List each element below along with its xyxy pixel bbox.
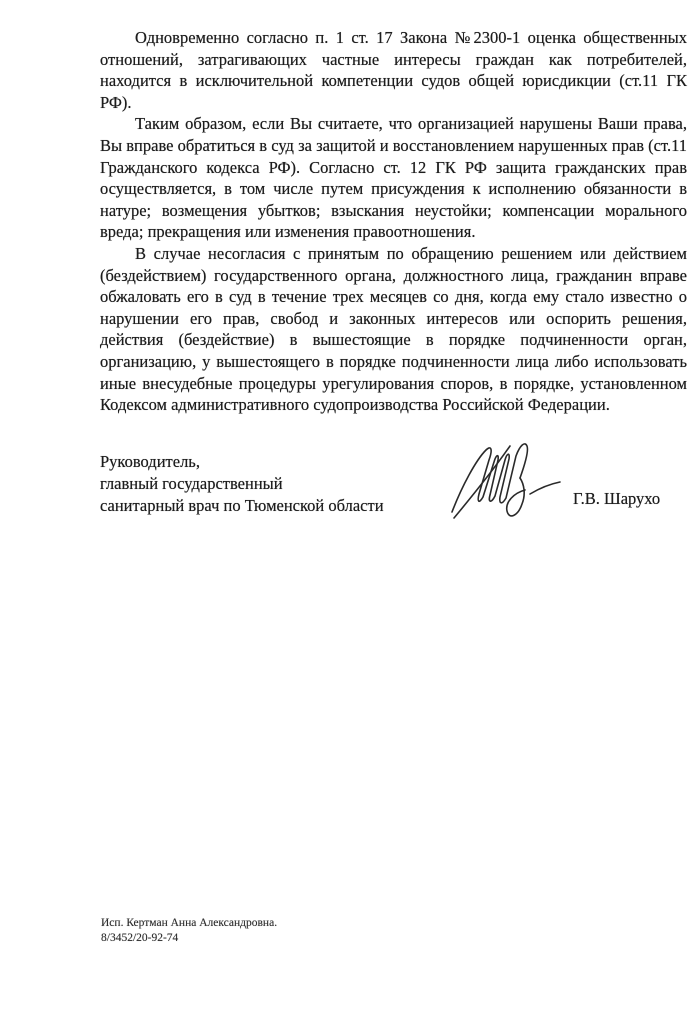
signatory-position-line-3: санитарный врач по Тюменской области bbox=[100, 496, 384, 515]
signatory-name: Г.В. Шарухо bbox=[573, 489, 661, 508]
letter-body bbox=[100, 27, 687, 416]
paragraph-2: Таким образом, если Вы считаете, что организацией нарушены Ваши права, Вы вправе обратиться в суд за защитой и восстановлением нарушенных прав (ст.11 Гражданского кодекса РФ). Согласно ст. 12 ГК РФ защита гражданских прав осуществляется, в том числе путем присуждения к исполнению обязанности в натуре; возмещения убытков; взыскания неустойки; компенсации морального вреда; прекращения или изменения правоотношения. bbox=[100, 114, 687, 242]
signatory-position-line-1: Руководитель, bbox=[100, 452, 200, 471]
signatory-position bbox=[100, 451, 384, 517]
paragraph-3: В случае несогласия с принятым по обращению решением или действием (бездействием) государственного органа, должностного лица, гражданин вправе обжаловать его в суд в течение трех месяцев со дня, когда ему стало известно о нарушении его прав, свобод и законных интересов или оспорить решения, действия (бездействие) в вышестоящие в порядке подчиненности орган, организацию, у вышестоящего в порядке подчиненности лица либо использовать иные внесудебные процедуры урегулирования споров, в порядке, установленном Кодексом административного судопроизводства Российской Федерации. bbox=[100, 243, 687, 415]
executor-name: Исп. Кертман Анна Александровна. bbox=[101, 917, 278, 929]
handwritten-signature-icon bbox=[448, 440, 568, 528]
signatory-position-line-2: главный государственный bbox=[100, 474, 283, 493]
executor-footer bbox=[101, 916, 277, 946]
paragraph-1: Одновременно согласно п. 1 ст. 17 Закона №2300-1 оценка общественных отношений, затрагивающих частные интересы граждан как потребителей, находится в исключительной компетенции судов общей юрисдикции (ст.11 ГК РФ). bbox=[100, 28, 687, 112]
executor-phone: 8/3452/20-92-74 bbox=[101, 932, 179, 944]
